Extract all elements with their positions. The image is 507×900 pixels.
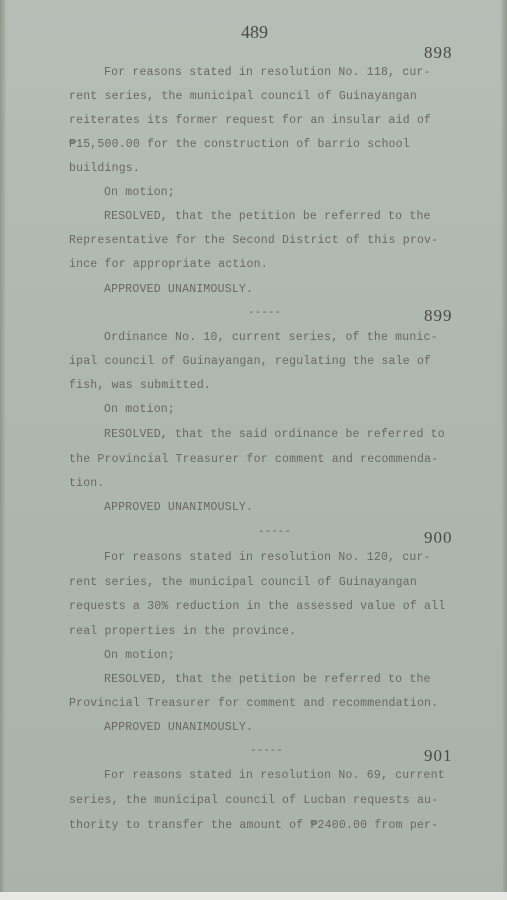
text-line: tion.	[69, 477, 105, 490]
resolution-number: 901	[424, 746, 453, 765]
text-line: Representative for the Second District of this prov-	[69, 234, 439, 247]
text-line: the Provincial Treasurer for comment and recommenda-	[69, 453, 439, 466]
text-line: RESOLVED, that the petition be referred to the	[104, 673, 431, 686]
text-line: fish, was submitted.	[69, 379, 212, 392]
text-line: rent series, the municipal council of Guinayangan	[69, 576, 417, 589]
text-line: ince for appropriate action.	[69, 258, 268, 271]
text-line: RESOLVED, that the said ordinance be referred to	[104, 428, 445, 441]
text-line: APPROVED UNANIMOUSLY.	[104, 501, 254, 514]
text-line: requests a 30% reduction in the assessed value of all	[69, 600, 446, 613]
text-line: On motion;	[104, 403, 176, 416]
text-line: APPROVED UNANIMOUSLY.	[104, 721, 254, 734]
resolution-number: 900	[424, 528, 453, 547]
text-line: real properties in the province.	[69, 625, 297, 638]
separator: -----	[258, 526, 292, 538]
page-right-edge	[501, 0, 507, 900]
text-line: Ordinance No. 10, current series, of the munic-	[104, 331, 438, 344]
resolution-number: 899	[424, 306, 453, 325]
text-line: On motion;	[104, 186, 176, 199]
resolution-number: 898	[424, 43, 453, 62]
text-line: On motion;	[104, 649, 176, 662]
text-line: rent series, the municipal council of Guinayangan	[69, 90, 417, 103]
text-line: For reasons stated in resolution No. 120, cur-	[104, 551, 431, 564]
text-line: Provincial Treasurer for comment and recommendation.	[69, 697, 439, 710]
page-left-edge	[0, 0, 6, 900]
text-line: For reasons stated in resolution No. 118, cur-	[104, 66, 431, 79]
text-line: reiterates its former request for an insular aid of	[69, 114, 432, 127]
separator: -----	[250, 745, 284, 757]
text-line: RESOLVED, that the petition be referred to the	[104, 210, 431, 223]
text-line: thority to transfer the amount of ₱2400.00 from per-	[69, 819, 439, 832]
text-line: For reasons stated in resolution No. 69, current	[104, 769, 445, 782]
text-line: APPROVED UNANIMOUSLY.	[104, 283, 254, 296]
text-line: ₱15,500.00 for the construction of barrio school	[69, 138, 410, 151]
text-line: series, the municipal council of Lucban requests au-	[69, 794, 439, 807]
text-line: ipal council of Guinayangan, regulating the sale of	[69, 355, 432, 368]
page-number: 489	[241, 22, 268, 42]
text-line: buildings.	[69, 162, 141, 175]
separator: -----	[248, 307, 282, 319]
scan-footer-bar	[0, 892, 507, 900]
